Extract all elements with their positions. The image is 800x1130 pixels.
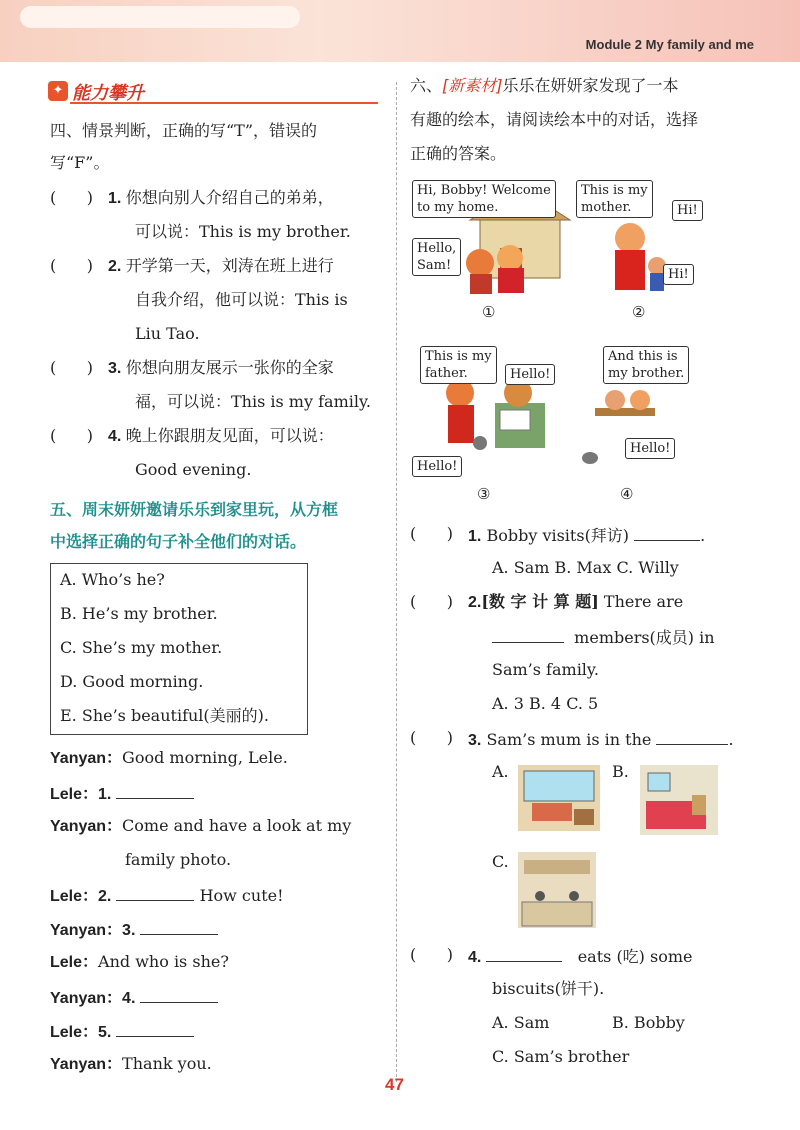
question-text: Liu Tao.: [135, 324, 200, 343]
page-number: 47: [385, 1075, 404, 1094]
option-item: D. Good morning.: [60, 672, 204, 691]
question-text: Sam’s family.: [492, 660, 599, 679]
answer-paren[interactable]: ( ): [410, 728, 453, 747]
option-label: C.: [492, 852, 509, 871]
dialog-text: And who is she?: [98, 952, 229, 971]
bubble-text: And this is: [608, 349, 678, 364]
dialog-text: Good morning, Lele.: [122, 748, 288, 767]
answer-paren[interactable]: ( ): [410, 592, 453, 611]
bubble-text: to my home.: [417, 200, 499, 215]
answer-paren[interactable]: ( ): [410, 524, 453, 543]
question-text: Bobby visits(拜访): [486, 526, 630, 545]
answer-blank[interactable]: [140, 986, 218, 1003]
answer-options: A. 3 B. 4 C. 5: [492, 694, 599, 713]
s4-title-1: 四、情景判断，正确的写“T”，错误的: [50, 121, 318, 140]
s6-prefix: 六、: [410, 76, 443, 95]
bubble-text: my brother.: [608, 366, 685, 381]
option-c: C. Sam’s brother: [492, 1047, 630, 1066]
banner-decoration: [20, 6, 300, 28]
question-text: 开学第一天，刘涛在班上进行: [125, 256, 334, 275]
speaker: Yanyan：: [50, 922, 123, 939]
speaker: Yanyan：: [50, 750, 123, 767]
option-item: A. Who’s he?: [60, 570, 165, 589]
speaker: Lele：: [50, 786, 99, 803]
speaker: Yanyan：: [50, 990, 123, 1007]
answer-blank[interactable]: [486, 945, 562, 962]
option-item: E. She’s beautiful(美丽的).: [60, 706, 269, 725]
speaker: Yanyan：: [50, 818, 123, 835]
bubble-text: father.: [425, 366, 468, 381]
column-divider: [396, 82, 397, 1082]
q-number: 2.: [108, 258, 126, 275]
kitchen-image[interactable]: [518, 852, 596, 928]
q-number: 2.: [468, 594, 482, 611]
question-text: 你想向朋友展示一张你的全家: [125, 358, 334, 377]
question-text: Sam’s mum is in the: [486, 730, 652, 749]
section-title: 能力攀升: [72, 83, 144, 104]
question-text: Good evening.: [135, 460, 252, 479]
question-text: members(成员) in: [574, 628, 715, 647]
option-label: A.: [492, 762, 509, 781]
answer-options: A. Sam B. Max C. Willy: [492, 558, 679, 577]
q-number: 1.: [468, 528, 482, 545]
dialog-text: How cute!: [199, 886, 284, 905]
speech-bubble: Hi!: [663, 264, 694, 285]
s6-title-1: 乐乐在妍妍家发现了一本: [502, 76, 679, 95]
question-text: eats (吃) some: [577, 947, 693, 966]
answer-blank[interactable]: [140, 918, 218, 935]
answer-blank[interactable]: [656, 728, 728, 745]
tag-text: 新素材: [448, 76, 497, 95]
tag-text: 数 字 计 算 题: [488, 592, 592, 611]
living-room-image[interactable]: [518, 765, 600, 831]
answer-blank[interactable]: [116, 884, 194, 901]
blank-number: 5.: [98, 1024, 112, 1041]
option-item: B. He’s my brother.: [60, 604, 218, 623]
dialog-text: family photo.: [125, 850, 232, 869]
speech-bubble: [412, 180, 556, 218]
q-number: 3.: [468, 732, 482, 749]
answer-blank[interactable]: [634, 524, 700, 541]
s5-title-1: 五、周末妍妍邀请乐乐到家里玩，从方框: [50, 500, 339, 519]
blank-number: 2.: [98, 888, 112, 905]
question-text: 福，可以说：This is my family.: [135, 392, 371, 411]
panel-2-illustration: [615, 223, 666, 291]
bubble-text: Hi, Bobby! Welcome: [417, 183, 551, 198]
q-number: 4.: [108, 428, 126, 445]
speech-bubble: [576, 180, 653, 218]
option-a: A. Sam: [492, 1013, 550, 1032]
speaker: Yanyan：: [50, 1056, 123, 1073]
option-item: C. She’s my mother.: [60, 638, 223, 657]
answer-paren[interactable]: ( ): [50, 188, 93, 207]
option-label: B.: [612, 762, 629, 781]
blank-number: 1.: [98, 786, 112, 803]
panel-number: ①: [482, 303, 496, 321]
speech-bubble: [420, 346, 497, 384]
blank-number: 4.: [122, 990, 136, 1007]
s4-title-2: 写“F”。: [50, 153, 110, 172]
section-divider: [70, 102, 378, 104]
q-number: 1.: [108, 190, 126, 207]
question-text: biscuits(饼干).: [492, 979, 605, 998]
panel-number: ②: [632, 303, 646, 321]
header-banner: [0, 0, 800, 62]
answer-blank[interactable]: [492, 626, 564, 643]
panel-number: ③: [477, 485, 491, 503]
answer-blank[interactable]: [116, 1020, 194, 1037]
speech-bubble: Hello!: [505, 364, 555, 385]
q-number: 4.: [468, 949, 482, 966]
speech-bubble: [412, 238, 461, 276]
answer-paren[interactable]: ( ): [50, 358, 93, 377]
new-material-tag: [新素材]: [442, 76, 503, 95]
s6-title-2: 有趣的绘本，请阅读绘本中的对话，选择: [410, 110, 699, 129]
dialog-text: Thank you.: [122, 1054, 212, 1073]
bubble-text: This is my: [581, 183, 648, 198]
option-b: B. Bobby: [612, 1013, 685, 1032]
dialog-text: Come and have a look at my: [122, 816, 352, 835]
bubble-text: mother.: [581, 200, 632, 215]
answer-blank[interactable]: [116, 782, 194, 799]
answer-paren[interactable]: ( ): [50, 426, 93, 445]
bedroom-image[interactable]: [640, 765, 718, 835]
ability-icon: ✦: [48, 81, 68, 101]
answer-paren[interactable]: ( ): [50, 256, 93, 275]
section-header: [48, 78, 378, 108]
panel-number: ④: [620, 485, 634, 503]
speech-bubble: Hello!: [625, 438, 675, 459]
question-text: 晚上你跟朋友见面，可以说：: [125, 426, 334, 445]
bubble-text: This is my: [425, 349, 492, 364]
bubble-text: Sam!: [417, 258, 452, 273]
q-number: 3.: [108, 360, 126, 377]
bubble-text: Hello,: [417, 241, 457, 256]
speaker: Lele：: [50, 1024, 99, 1041]
s6-title-3: 正确的答案。: [410, 144, 507, 163]
speaker: Lele：: [50, 954, 99, 971]
question-text: There are: [603, 592, 684, 611]
math-tag: [数 字 计 算 题]: [481, 592, 599, 611]
s5-title-2: 中选择正确的句子补全他们的对话。: [50, 532, 307, 551]
question-text: 自我介绍，他可以说：This is: [135, 290, 348, 309]
panel-3-illustration: [446, 379, 545, 450]
question-text: 你想向别人介绍自己的弟弟，: [125, 188, 334, 207]
speaker: Lele：: [50, 888, 99, 905]
speech-bubble: Hi!: [672, 200, 703, 221]
speech-bubble: [603, 346, 689, 384]
question-text: 可以说：This is my brother.: [135, 222, 351, 241]
module-title: Module 2 My family and me: [585, 37, 754, 52]
blank-number: 3.: [122, 922, 136, 939]
speech-bubble: Hello!: [412, 456, 462, 477]
answer-paren[interactable]: ( ): [410, 945, 453, 964]
